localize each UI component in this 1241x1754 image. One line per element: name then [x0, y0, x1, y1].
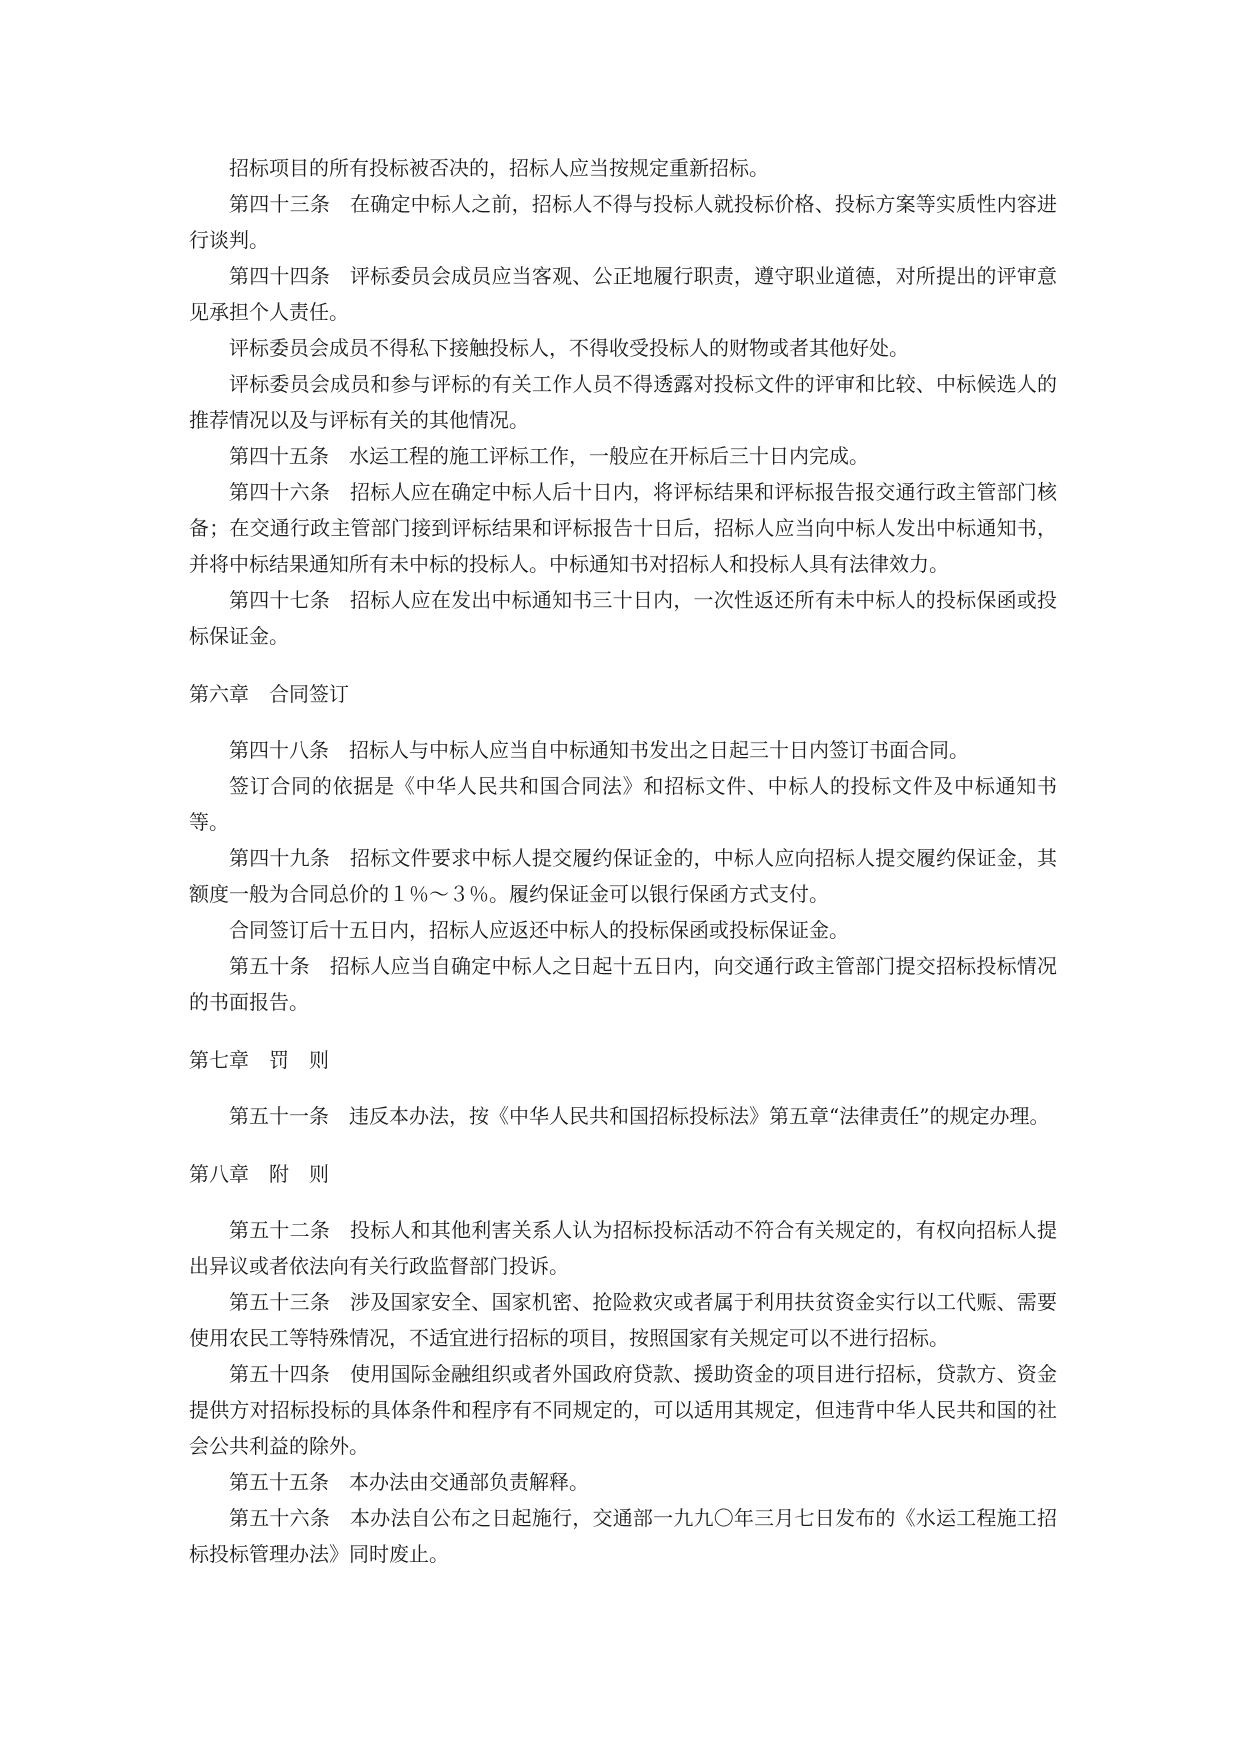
- chapter-heading: [189, 676, 1057, 712]
- article-paragraph: [189, 1500, 1057, 1572]
- chapter-title: 附 则: [269, 1162, 329, 1186]
- article-paragraph: [189, 438, 1057, 474]
- article-number: 第四十三条: [229, 192, 331, 216]
- paragraph-text: 招标人应在发出中标通知书三十日内，一次性返还所有未中标人的投标保函或投标保证金。: [189, 588, 1058, 648]
- article-number: 第五十条: [229, 954, 310, 978]
- chapter-title: 合同签订: [269, 682, 349, 706]
- article-number: 第四十八条: [229, 738, 329, 762]
- article-number: 第四十九条: [229, 846, 331, 870]
- paragraph-text: 招标项目的所有投标被否决的，招标人应当按规定重新招标。: [229, 156, 769, 180]
- article-number: 第四十六条: [229, 480, 331, 504]
- article-paragraph: [189, 1212, 1057, 1284]
- article-number: 第五十四条: [229, 1362, 331, 1386]
- article-number: 第五十五条: [229, 1470, 329, 1494]
- paragraph-text: 评标委员会成员不得私下接触投标人，不得收受投标人的财物或者其他好处。: [229, 336, 909, 360]
- article-paragraph: [189, 840, 1057, 912]
- article-number: 第五十二条: [229, 1218, 331, 1242]
- paragraph: [189, 912, 1057, 948]
- paragraph-text: 合同签订后十五日内，招标人应返还中标人的投标保函或投标保证金。: [229, 918, 849, 942]
- paragraph-text: 本办法由交通部负责解释。: [349, 1470, 589, 1494]
- paragraph-text: 投标人和其他利害关系人认为招标投标活动不符合有关规定的，有权向招标人提出异议或者依法向有关行政监督部门投诉。: [189, 1218, 1058, 1278]
- document-body: [189, 150, 1057, 1572]
- article-paragraph: [189, 1098, 1057, 1134]
- paragraph-text: 违反本办法，按《中华人民共和国招标投标法》第五章“法律责任”的规定办理。: [349, 1104, 1050, 1128]
- paragraph-text: 使用国际金融组织或者外国政府贷款、援助资金的项目进行招标，贷款方、资金提供方对招标投标的具体条件和程序有不同规定的，可以适用其规定，但违背中华人民共和国的社会公共利益的除外。: [189, 1362, 1058, 1458]
- paragraph-text: 在确定中标人之前，招标人不得与投标人就投标价格、投标方案等实质性内容进行谈判。: [189, 192, 1058, 252]
- paragraph-text: 招标人应在确定中标人后十日内，将评标结果和评标报告报交通行政主管部门核备；在交通行政主管部门接到评标结果和评标报告十日后，招标人应当向中标人发出中标通知书，并将中标结果通知所有未中标的投标人。中标通知书对招标人和投标人具有法律效力。: [189, 480, 1058, 576]
- chapter-number: 第八章: [189, 1162, 249, 1186]
- paragraph-text: 签订合同的依据是《中华人民共和国合同法》和招标文件、中标人的投标文件及中标通知书等。: [189, 774, 1057, 834]
- article-number: 第四十四条: [229, 264, 331, 288]
- article-paragraph: [189, 732, 1057, 768]
- paragraph-text: 评标委员会成员应当客观、公正地履行职责，遵守职业道德，对所提出的评审意见承担个人责任。: [189, 264, 1058, 324]
- article-paragraph: [189, 582, 1057, 654]
- paragraph-text: 水运工程的施工评标工作，一般应在开标后三十日内完成。: [349, 444, 869, 468]
- paragraph-text: 招标人应当自确定中标人之日起十五日内，向交通行政主管部门提交招标投标情况的书面报告。: [189, 954, 1058, 1014]
- article-number: 第四十七条: [229, 588, 331, 612]
- paragraph-text: 招标人与中标人应当自中标通知书发出之日起三十日内签订书面合同。: [349, 738, 969, 762]
- chapter-heading: [189, 1042, 1057, 1078]
- article-number: 第五十三条: [229, 1290, 331, 1314]
- paragraph: [189, 768, 1057, 840]
- article-number: 第五十六条: [229, 1506, 331, 1530]
- chapter-heading: [189, 1156, 1057, 1192]
- paragraph: [189, 150, 1057, 186]
- chapter-title: 罚 则: [269, 1048, 329, 1072]
- paragraph-text: 本办法自公布之日起施行，交通部一九九〇年三月七日发布的《水运工程施工招标投标管理办法》同时废止。: [189, 1506, 1058, 1566]
- paragraph-text: 评标委员会成员和参与评标的有关工作人员不得透露对投标文件的评审和比较、中标候选人的推荐情况以及与评标有关的其他情况。: [189, 372, 1057, 432]
- article-number: 第四十五条: [229, 444, 329, 468]
- article-paragraph: [189, 1284, 1057, 1356]
- article-paragraph: [189, 474, 1057, 582]
- paragraph-text: 涉及国家安全、国家机密、抢险救灾或者属于利用扶贫资金实行以工代赈、需要使用农民工等特殊情况，不适宜进行招标的项目，按照国家有关规定可以不进行招标。: [189, 1290, 1058, 1350]
- article-paragraph: [189, 1356, 1057, 1464]
- paragraph: [189, 366, 1057, 438]
- paragraph-text: 招标文件要求中标人提交履约保证金的，中标人应向招标人提交履约保证金，其额度一般为合同总价的１％～３％。履约保证金可以银行保函方式支付。: [189, 846, 1058, 906]
- article-number: 第五十一条: [229, 1104, 329, 1128]
- article-paragraph: [189, 948, 1057, 1020]
- chapter-number: 第七章: [189, 1048, 249, 1072]
- article-paragraph: [189, 258, 1057, 330]
- article-paragraph: [189, 186, 1057, 258]
- article-paragraph: [189, 1464, 1057, 1500]
- chapter-number: 第六章: [189, 682, 249, 706]
- paragraph: [189, 330, 1057, 366]
